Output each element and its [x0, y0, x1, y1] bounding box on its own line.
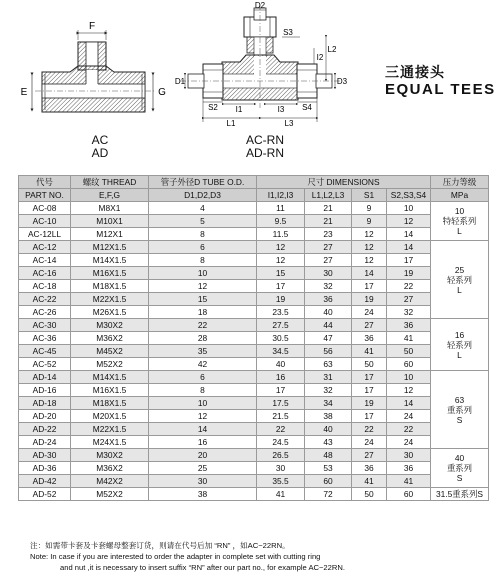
table-cell: M20X1.5: [71, 410, 149, 423]
table-cell: 12: [149, 280, 257, 293]
table-cell: 30: [257, 462, 305, 475]
header-tube-od: 管子外径D TUBE O.D.: [149, 176, 257, 189]
dim-label-s3: S3: [283, 28, 293, 37]
table-cell: 16: [257, 371, 305, 384]
dim-label-i3: I3: [277, 105, 285, 114]
table-cell: 12: [257, 254, 305, 267]
header-i123: I1,I2,I3: [257, 189, 305, 202]
table-row: [19, 293, 489, 306]
table-cell: 11: [257, 202, 305, 215]
table-cell: 10: [387, 371, 431, 384]
table-cell: AC-16: [19, 267, 71, 280]
table-cell: 17: [257, 280, 305, 293]
header-pressure-cn: 压力等级: [431, 176, 489, 189]
dim-label-l2: L2: [327, 45, 337, 54]
table-cell: 28: [149, 332, 257, 345]
table-cell: 41: [387, 475, 431, 488]
table-cell: M36X2: [71, 332, 149, 345]
table-cell: 23: [305, 228, 352, 241]
pressure-class-line: 轻系列: [446, 274, 473, 285]
note-en-line-2: and nut ,it is necessary to insert suffix “RN” after our part no., for example AC−22RN.: [60, 563, 345, 572]
table-cell: 30: [149, 475, 257, 488]
table-cell: 12: [257, 241, 305, 254]
table-cell: 17: [352, 371, 387, 384]
table-cell: 63: [305, 358, 352, 371]
header-s1: S1: [352, 189, 387, 202]
table-cell: 31: [305, 371, 352, 384]
dim-label-l3: L3: [284, 119, 294, 128]
pressure-class-cell: [431, 202, 489, 241]
table-row: [19, 319, 489, 332]
header-mpa: MPa: [431, 189, 489, 202]
table-cell: 43: [305, 436, 352, 449]
dim-label-s2: S2: [208, 103, 218, 112]
table-cell: 27: [352, 449, 387, 462]
table-row: [19, 410, 489, 423]
product-title-en: EQUAL TEES: [385, 81, 496, 98]
table-cell: M18X1.5: [71, 280, 149, 293]
table-cell: 50: [352, 358, 387, 371]
table-cell: 15: [149, 293, 257, 306]
table-cell: 38: [305, 410, 352, 423]
table-cell: 22: [149, 319, 257, 332]
table-row: [19, 488, 489, 501]
table-cell: 50: [387, 345, 431, 358]
table-cell: 40: [305, 306, 352, 319]
table-cell: 10: [149, 397, 257, 410]
table-cell: 30: [387, 449, 431, 462]
table-cell: 41: [352, 475, 387, 488]
table-cell: M10X1: [71, 215, 149, 228]
pressure-class-cell: [431, 449, 489, 488]
table-cell: M22X1.5: [71, 423, 149, 436]
table-cell: M30X2: [71, 449, 149, 462]
dim-label-g: G: [158, 87, 166, 98]
table-cell: 21.5: [257, 410, 305, 423]
table-cell: M30X2: [71, 319, 149, 332]
table-row: [19, 280, 489, 293]
pressure-class-line: 轻系列: [446, 339, 473, 350]
table-cell: AC-12LL: [19, 228, 71, 241]
table-cell: 11.5: [257, 228, 305, 241]
table-cell: M26X1.5: [71, 306, 149, 319]
table-cell: 27: [305, 254, 352, 267]
order-notes: [30, 540, 490, 573]
table-cell: 12: [387, 215, 431, 228]
table-cell: AD-22: [19, 423, 71, 436]
table-header-row-1: [19, 176, 489, 189]
table-cell: 14: [387, 228, 431, 241]
table-cell: 27: [305, 241, 352, 254]
table-cell: 14: [387, 241, 431, 254]
dim-label-d1: D1: [174, 77, 186, 86]
left-tee-caption-ad: AD: [91, 146, 109, 160]
table-cell: 32: [305, 280, 352, 293]
table-row: [19, 358, 489, 371]
header-part-cn: 代号: [19, 176, 71, 189]
left-tee-caption: [80, 134, 120, 160]
header-thread-efg: E,F,G: [71, 189, 149, 202]
pressure-class-line: 特轻系列: [442, 216, 477, 226]
table-cell: AC-10: [19, 215, 71, 228]
table-cell: 17: [352, 280, 387, 293]
table-cell: AD-16: [19, 384, 71, 397]
table-row: [19, 254, 489, 267]
table-cell: 72: [305, 488, 352, 501]
table-cell: 47: [305, 332, 352, 345]
table-cell: 17.5: [257, 397, 305, 410]
table-cell: 35.5: [257, 475, 305, 488]
table-cell: 35: [149, 345, 257, 358]
table-row: [19, 371, 489, 384]
table-cell: M52X2: [71, 358, 149, 371]
header-dimensions: 尺寸 DIMENSIONS: [257, 176, 431, 189]
table-cell: M16X1.5: [71, 267, 149, 280]
table-cell: 17: [352, 384, 387, 397]
table-cell: M24X1.5: [71, 436, 149, 449]
table-row: [19, 306, 489, 319]
table-row: [19, 332, 489, 345]
right-tee-caption-ad-rn: AD-RN: [246, 146, 284, 160]
dim-label-l1: L1: [226, 119, 236, 128]
table-cell: M12X1.5: [71, 241, 149, 254]
table-cell: M8X1: [71, 202, 149, 215]
table-cell: 24: [352, 306, 387, 319]
table-cell: AC-45: [19, 345, 71, 358]
table-cell: 36: [387, 319, 431, 332]
dim-label-d3: D3: [336, 77, 348, 86]
table-cell: 60: [387, 488, 431, 501]
pressure-class-line: S: [456, 414, 463, 425]
table-cell: 20: [149, 449, 257, 462]
table-cell: AC-18: [19, 280, 71, 293]
table-cell: 38: [149, 488, 257, 501]
table-cell: 21: [305, 215, 352, 228]
table-cell: 12: [352, 228, 387, 241]
table-cell: AC-22: [19, 293, 71, 306]
header-l123: L1,L2,L3: [305, 189, 352, 202]
table-cell: 36: [352, 462, 387, 475]
table-cell: 41: [257, 488, 305, 501]
pressure-class-line: 16: [454, 329, 465, 340]
table-cell: 8: [149, 384, 257, 397]
table-cell: M16X1.5: [71, 384, 149, 397]
table-cell: 53: [305, 462, 352, 475]
dim-label-s4: S4: [302, 103, 312, 112]
pressure-class-cell: [431, 488, 489, 501]
table-cell: 6: [149, 241, 257, 254]
table-cell: 17: [387, 254, 431, 267]
right-tee-caption: [235, 134, 295, 160]
table-cell: AC-52: [19, 358, 71, 371]
table-cell: 17: [352, 410, 387, 423]
left-tee-caption-ac: AC: [91, 133, 109, 147]
table-cell: AD-24: [19, 436, 71, 449]
table-cell: AD-14: [19, 371, 71, 384]
table-cell: M42X2: [71, 475, 149, 488]
table-cell: M14X1.5: [71, 371, 149, 384]
table-row: [19, 397, 489, 410]
table-cell: M36X2: [71, 462, 149, 475]
pressure-class-line: 重系列: [446, 463, 473, 473]
pressure-class-line: 63: [454, 394, 465, 405]
table-cell: 14: [352, 267, 387, 280]
table-row: [19, 475, 489, 488]
table-row: [19, 202, 489, 215]
table-row: [19, 423, 489, 436]
pressure-class-line: 25: [454, 264, 465, 275]
dim-label-i1: I1: [235, 105, 243, 114]
table-cell: 32: [387, 306, 431, 319]
table-cell: 48: [305, 449, 352, 462]
table-row: [19, 436, 489, 449]
pressure-class-line: S: [456, 473, 463, 483]
table-cell: 24: [352, 436, 387, 449]
table-header-row-2: [19, 189, 489, 202]
table-cell: 24: [387, 410, 431, 423]
header-thread: 螺纹 THREAD: [71, 176, 149, 189]
table-cell: 30: [305, 267, 352, 280]
table-row: [19, 267, 489, 280]
dim-label-f: F: [88, 21, 96, 32]
pressure-class-line: 31.5重系列S: [435, 489, 483, 499]
table-cell: M45X2: [71, 345, 149, 358]
table-cell: AC-36: [19, 332, 71, 345]
table-cell: AC-14: [19, 254, 71, 267]
table-cell: 12: [352, 254, 387, 267]
table-cell: 27: [387, 293, 431, 306]
table-cell: 14: [149, 423, 257, 436]
table-cell: AD-18: [19, 397, 71, 410]
table-cell: 24: [387, 436, 431, 449]
table-cell: M12X1: [71, 228, 149, 241]
table-cell: AC-26: [19, 306, 71, 319]
table-cell: AC-30: [19, 319, 71, 332]
table-cell: 21: [305, 202, 352, 215]
table-cell: 24.5: [257, 436, 305, 449]
table-cell: 15: [257, 267, 305, 280]
pressure-class-cell: [431, 371, 489, 449]
left-tee-drawing: [32, 30, 155, 112]
table-cell: 18: [149, 306, 257, 319]
table-cell: 25: [149, 462, 257, 475]
table-cell: 8: [149, 228, 257, 241]
dim-label-i2: I2: [316, 53, 324, 62]
pressure-class-line: L: [457, 284, 462, 295]
dim-label-e: E: [20, 87, 28, 98]
table-cell: AD-20: [19, 410, 71, 423]
table-cell: 40: [305, 423, 352, 436]
table-cell: AC-12: [19, 241, 71, 254]
table-cell: 16: [149, 436, 257, 449]
table-cell: 44: [305, 319, 352, 332]
table-cell: 41: [352, 345, 387, 358]
table-cell: AD-36: [19, 462, 71, 475]
table-cell: 30.5: [257, 332, 305, 345]
table-cell: 22: [257, 423, 305, 436]
table-cell: 22: [352, 423, 387, 436]
table-cell: 27: [352, 319, 387, 332]
table-cell: 9: [352, 202, 387, 215]
note-en-line-1: Note: In case if you are interested to order the adapter in complete set with cutting ring: [30, 552, 321, 561]
table-row: [19, 241, 489, 254]
table-row: [19, 449, 489, 462]
table-cell: 32: [305, 384, 352, 397]
table-cell: AD-42: [19, 475, 71, 488]
technical-drawings: [0, 0, 500, 165]
table-cell: AC-08: [19, 202, 71, 215]
table-cell: 9.5: [257, 215, 305, 228]
table-cell: 22: [387, 280, 431, 293]
table-cell: 9: [352, 215, 387, 228]
product-title-cn: 三通接头: [385, 64, 445, 80]
table-cell: AD-52: [19, 488, 71, 501]
pressure-class-cell: [431, 319, 489, 371]
table-cell: 12: [352, 241, 387, 254]
pressure-class-line: 40: [454, 453, 465, 463]
table-cell: 26.5: [257, 449, 305, 462]
table-cell: 8: [149, 254, 257, 267]
table-cell: M22X1.5: [71, 293, 149, 306]
table-cell: 36: [387, 462, 431, 475]
header-s234: S2,S3,S4: [387, 189, 431, 202]
table-cell: 5: [149, 215, 257, 228]
table-cell: 19: [387, 267, 431, 280]
table-cell: 10: [149, 267, 257, 280]
table-cell: 12: [149, 410, 257, 423]
table-cell: 19: [352, 293, 387, 306]
table-row: [19, 228, 489, 241]
table-row: [19, 345, 489, 358]
table-cell: 41: [387, 332, 431, 345]
pressure-class-line: L: [457, 349, 462, 360]
table-cell: 50: [352, 488, 387, 501]
header-part-no: PART NO.: [19, 189, 71, 202]
table-cell: 22: [387, 423, 431, 436]
table-cell: 40: [257, 358, 305, 371]
table-cell: 12: [387, 384, 431, 397]
pressure-class-line: 重系列: [446, 404, 473, 415]
table-body: [19, 202, 489, 501]
table-row: [19, 215, 489, 228]
pressure-class-cell: [431, 241, 489, 319]
table-cell: AD-30: [19, 449, 71, 462]
table-cell: 10: [387, 202, 431, 215]
table-cell: 60: [387, 358, 431, 371]
table-cell: 27.5: [257, 319, 305, 332]
table-cell: 36: [352, 332, 387, 345]
table-cell: 19: [352, 397, 387, 410]
table-cell: 4: [149, 202, 257, 215]
table-cell: 60: [305, 475, 352, 488]
table-row: [19, 462, 489, 475]
table-cell: 34.5: [257, 345, 305, 358]
equal-tees-spec-table: [18, 175, 489, 501]
table-cell: 19: [257, 293, 305, 306]
table-cell: 17: [257, 384, 305, 397]
table-row: [19, 384, 489, 397]
table-cell: 56: [305, 345, 352, 358]
table-cell: M14X1.5: [71, 254, 149, 267]
table-cell: M52X2: [71, 488, 149, 501]
header-tube-d123: D1,D2,D3: [149, 189, 257, 202]
pressure-class-line: L: [457, 226, 462, 236]
table-cell: 23.5: [257, 306, 305, 319]
table-cell: 14: [387, 397, 431, 410]
table-cell: 36: [305, 293, 352, 306]
dim-label-d2: D2: [254, 1, 266, 10]
table-cell: 34: [305, 397, 352, 410]
table-cell: 6: [149, 371, 257, 384]
right-tee-caption-ac-rn: AC-RN: [246, 133, 284, 147]
right-tee-drawing: [180, 4, 340, 122]
note-cn: 注：如需带卡套及卡套螺母整套订货，则请在代号后加 “RN” ，如AC−22RN。: [30, 541, 290, 550]
table-cell: M18X1.5: [71, 397, 149, 410]
pressure-class-line: 10: [454, 206, 465, 216]
table-cell: 42: [149, 358, 257, 371]
